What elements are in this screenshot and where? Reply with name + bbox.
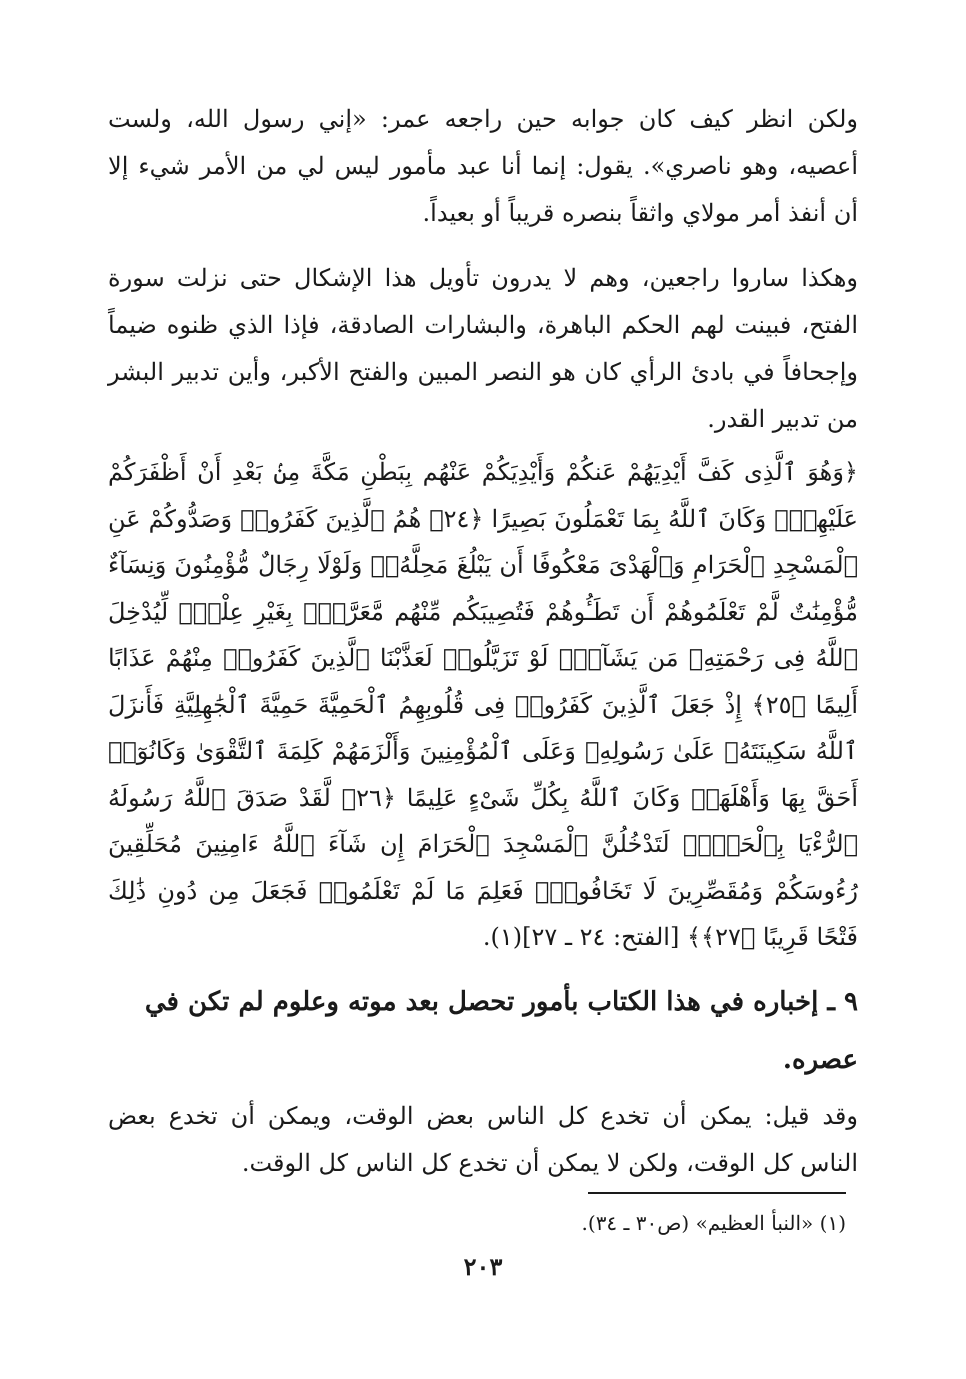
- section-heading: ٩ ـ إخباره في هذا الكتاب بأمور تحصل بعد موته وعلوم لم تكن في عصره.: [144, 986, 858, 1075]
- paragraph-1: ولكن انظر كيف كان جوابه حين راجعه عمر: «إني رسول الله، ولست أعصيه، وهو ناصري». يقول: إنما أنا عبد مأمور ليس لي من الأمر شيء إلا أن أنفذ أمر مولاي واثقاً بنصره قريباً أو بعيداً.: [108, 105, 858, 227]
- footnote-divider: [588, 1192, 846, 1194]
- paragraph-2: وهكذا ساروا راجعين، وهم لا يدرون تأويل هذا الإشكال حتى نزلت سورة الفتح، فبينت لهم الحكم الباهرة، والبشارات الصادقة، فإذا الذي ظنوه ضيماً وإجحافاً في بادئ الرأي كان هو النصر المبين والفتح الأكبر، وأين تدبير البشر من تدبير القدر.: [108, 264, 858, 433]
- quran-passage: ﴿وَهُوَ ٱلَّذِى كَفَّ أَيْدِيَهُمْ عَنكُمْ وَأَيْدِيَكُمْ عَنْهُم بِبَطْنِ مَكَّةَ مِنۢ بَعْدِ أَنْ أَظْفَرَكُمْ عَلَيْهِمْۚ وَكَانَ ٱللَّهُ بِمَا تَعْمَلُونَ بَصِيرًا ﴿٢٤﴾ هُمُ ٱلَّذِينَ كَفَرُوا۟ وَصَدُّوكُمْ عَنِ ٱلْمَسْجِدِ ٱلْحَرَامِ وَٱلْهَدْىَ مَعْكُوفًا أَن يَبْلُغَ مَحِلَّهُۥۚ وَلَوْلَا رِجَالٌ مُّؤْمِنُونَ وَنِسَآءٌ مُّؤْمِنَٰتٌ لَّمْ تَعْلَمُوهُمْ أَن تَطَـُٔوهُمْ فَتُصِيبَكُم مِّنْهُم مَّعَرَّةٌۢ بِغَيْرِ عِلْمٍۖ لِّيُدْخِلَ ٱللَّهُ فِى رَحْمَتِهِۦ مَن يَشَآءُۚ لَوْ تَزَيَّلُوا۟ لَعَذَّبْنَا ٱلَّذِينَ كَفَرُوا۟ مِنْهُمْ عَذَابًا أَلِيمًا ﴿٢٥﴾ إِذْ جَعَلَ ٱلَّذِينَ كَفَرُوا۟ فِى قُلُوبِهِمُ ٱلْحَمِيَّةَ حَمِيَّةَ ٱلْجَٰهِلِيَّةِ فَأَنزَلَ ٱللَّهُ سَكِينَتَهُۥ عَلَىٰ رَسُولِهِۦ وَعَلَى ٱلْمُؤْمِنِينَ وَأَلْزَمَهُمْ كَلِمَةَ ٱلتَّقْوَىٰ وَكَانُوٓا۟ أَحَقَّ بِهَا وَأَهْلَهَاۚ وَكَانَ ٱللَّهُ بِكُلِّ شَىْءٍ عَلِيمًا ﴿٢٦﴾ لَّقَدْ صَدَقَ ٱللَّهُ رَسُولَهُ ٱلرُّءْيَا بِٱلْحَقِّۖ لَتَدْخُلُنَّ ٱلْمَسْجِدَ ٱلْحَرَامَ إِن شَآءَ ٱللَّهُ ءَامِنِينَ مُحَلِّقِينَ رُءُوسَكُمْ وَمُقَصِّرِينَ لَا تَخَافُونَۖ فَعَلِمَ مَا لَمْ تَعْلَمُوا۟ فَجَعَلَ مِن دُونِ ذَٰلِكَ فَتْحًا قَرِيبًا ﴿٢٧﴾﴾ [الفتح: ٢٤ ـ ٢٧](١).: [108, 458, 859, 951]
- footnote: (١) «النبأ العظيم» (ص٣٠ ـ ٣٤).: [581, 1211, 846, 1235]
- page-number: ٢٠٣: [463, 1252, 503, 1281]
- paragraph-3: وقد قيل: يمكن أن تخدع كل الناس بعض الوقت، ويمكن أن تخدع بعض الناس كل الوقت، ولكن لا يمكن أن تخدع كل الناس كل الوقت.: [108, 1101, 858, 1177]
